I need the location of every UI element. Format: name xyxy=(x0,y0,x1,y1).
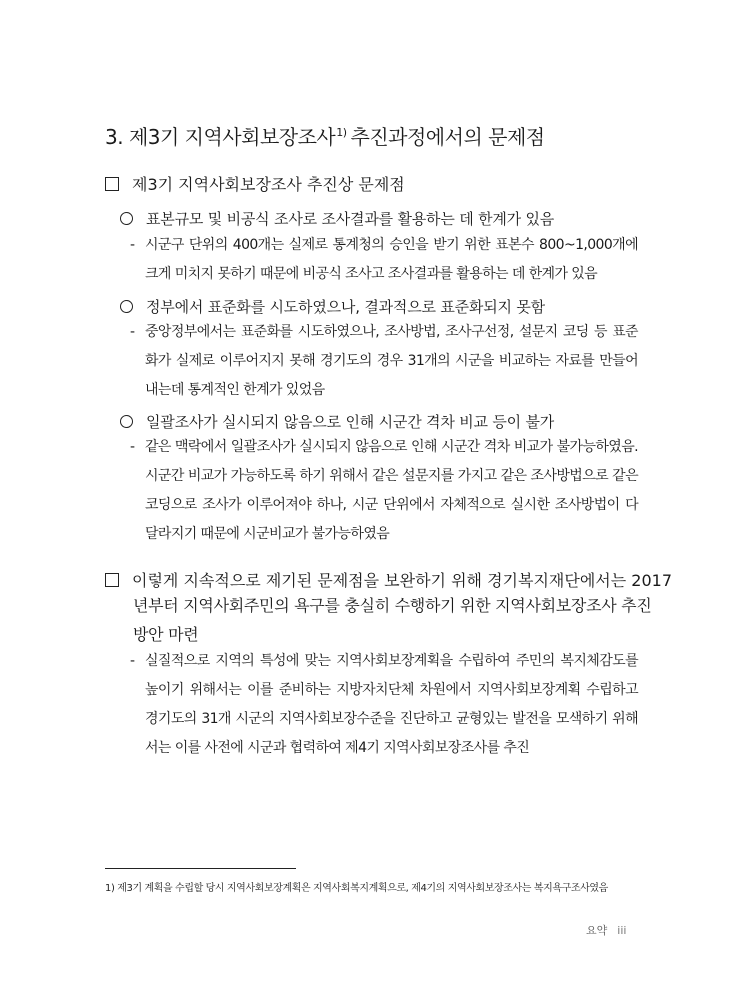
footer-label: 요약 xyxy=(586,924,608,937)
circle-bullet-icon xyxy=(120,300,133,313)
bullet-text: 일괄조사가 실시되지 않음으로 인해 시군간 격차 비교 등이 불가 xyxy=(146,413,555,431)
subsection-heading-line: 방안 마련 xyxy=(133,625,199,644)
dash-bullet-icon: - xyxy=(130,237,135,253)
circle-bullet-icon xyxy=(120,415,133,428)
subsection-heading xyxy=(105,172,405,195)
footnote: 1) 제3기 계획을 수립할 당시 지역사회보장계획은 지역사회복지계획으로, 제4기의 지역사회보장조사는 복지욕구조사였음 xyxy=(105,883,608,894)
footnote-divider xyxy=(105,868,296,869)
page-number: iii xyxy=(617,924,627,937)
subsection-heading xyxy=(105,568,672,591)
subsection-heading-text: 제3기 지역사회보장조사 추진상 문제점 xyxy=(132,175,405,194)
section-title xyxy=(105,121,545,150)
subsection-heading-line: 년부터 지역사회주민의 욕구를 충실히 수행하기 위한 지역사회보장조사 추진 xyxy=(133,596,652,615)
detail-paragraph xyxy=(130,231,638,289)
dash-bullet-icon: - xyxy=(130,439,135,455)
detail-text: 같은 맥락에서 일괄조사가 실시되지 않음으로 인해 시군간 격차 비교가 불가능하였음. 시군간 비교가 가능하도록 하기 위해서 같은 설문지를 가지고 같은 조사방법으로 같은 코딩으로 조사가 이루어져야 하나, 시군 단위에서 자체적으로 실시한 조사방법이 다 달라지기 때문에 시군비교가 불가능하였음 xyxy=(145,439,638,542)
detail-paragraph xyxy=(130,647,638,763)
section-title-text: 3. 제3기 지역사회보장조사 xyxy=(105,125,336,149)
subsection-heading-text: 이렇게 지속적으로 제기된 문제점을 보완하기 위해 경기복지재단에서는 2017 xyxy=(132,571,673,590)
bullet-item xyxy=(120,208,554,229)
bullet-item xyxy=(120,296,545,317)
circle-bullet-icon xyxy=(120,212,133,225)
checkbox-square-icon xyxy=(105,177,119,191)
dash-bullet-icon: - xyxy=(130,324,135,340)
bullet-text: 정부에서 표준화를 시도하였으나, 결과적으로 표준화되지 못함 xyxy=(146,298,545,316)
section-title-rest: 추진과정에서의 문제점 xyxy=(350,125,545,149)
page-footer xyxy=(586,922,626,938)
bullet-text: 표본규모 및 비공식 조사로 조사결과를 활용하는 데 한계가 있음 xyxy=(146,210,555,228)
detail-paragraph xyxy=(130,433,638,549)
detail-text: 중앙정부에서는 표준화를 시도하였으나, 조사방법, 조사구선정, 설문지 코딩 등 표준화가 실제로 이루어지지 못해 경기도의 경우 31개의 시군을 비교하는 자료를 만들어 내는데 통계적인 한계가 있었음 xyxy=(145,324,638,398)
detail-paragraph xyxy=(130,318,638,405)
checkbox-square-icon xyxy=(105,573,119,587)
detail-text: 시군구 단위의 400개는 실제로 통계청의 승인을 받기 위한 표본수 800~1,000개에 크게 미치지 못하기 때문에 비공식 조사고 조사결과를 활용하는 데 한계가 있음 xyxy=(145,237,638,282)
detail-text: 실질적으로 지역의 특성에 맞는 지역사회보장계획을 수립하여 주민의 복지체감도를 높이기 위해서는 이를 준비하는 지방자치단체 차원에서 지역사회보장계획 수립하고 경기도의 31개 시군의 지역사회보장수준을 진단하고 균형있는 발전을 모색하기 위해서는 이를 사전에 시군과 협력하여 제4기 지역사회보장조사를 추진 xyxy=(145,653,638,756)
dash-bullet-icon: - xyxy=(130,653,135,669)
footnote-reference[interactable]: 1) xyxy=(336,126,347,139)
subsection-heading-continued xyxy=(133,591,652,649)
bullet-item xyxy=(120,411,554,432)
